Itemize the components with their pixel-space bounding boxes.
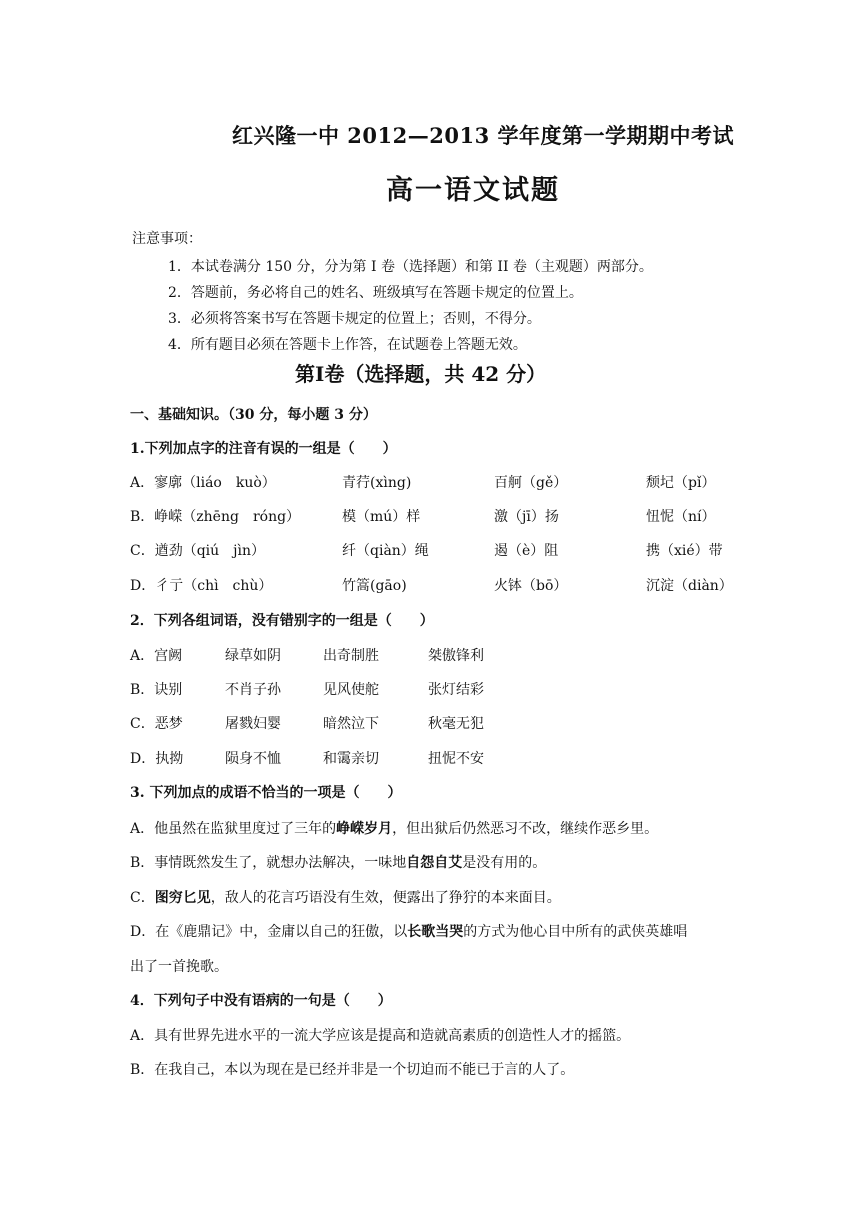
emphasized-idiom: 长歌当哭 <box>407 924 464 940</box>
question-3-stem: 3. 下列加点的成语不恰当的一项是（ ） <box>130 785 402 801</box>
option-text: ，敌人的花言巧语没有生效，便露出了狰狞的本来面目。 <box>210 890 561 906</box>
question-4-stem: 4．下列句子中没有语病的一句是（ ） <box>130 993 392 1009</box>
q1-option-cell: 百舸（gě） <box>494 475 568 491</box>
option-text: C． <box>130 890 155 906</box>
q2-option-row <box>130 679 750 701</box>
q1-option-cell: 模（mú）样 <box>342 509 421 525</box>
q1-option-cell: 沉淀（diàn） <box>646 578 733 594</box>
q4-option-b: B．在我自己，本以为现在是已经并非是一个切迫而不能已于言的人了。 <box>130 1062 575 1078</box>
q3-option-d-continuation: 出了一首挽歌。 <box>130 959 228 975</box>
option-text: ，但出狱后仍然恶习不改，继续作恶乡里。 <box>392 821 659 837</box>
note-item: 4．所有题目必须在答题卡上作答，在试题卷上答题无效。 <box>168 337 527 353</box>
emphasized-idiom: 自怨自艾 <box>406 855 463 871</box>
section-title: 第Ⅰ卷（选择题，共 42 分） <box>295 362 547 386</box>
q2-option-cell: 陨身不恤 <box>225 751 281 767</box>
q2-option-cell: 张灯结彩 <box>428 682 484 698</box>
note-item: 1．本试卷满分 150 分，分为第 I 卷（选择题）和第 II 卷（主观题）两部分。 <box>168 259 653 275</box>
school-title: 红兴隆一中 2012—2013 学年度第一学期期中考试 <box>232 123 735 148</box>
q2-option-cell: 绿草如阴 <box>225 648 281 664</box>
q1-option-cell: 青荇(xìng) <box>342 475 412 491</box>
note-item: 3．必须将答案书写在答题卡规定的位置上；否则，不得分。 <box>168 311 541 327</box>
option-text: B．事情既然发生了，就想办法解决，一味地 <box>130 855 407 871</box>
option-text: D．在《鹿鼎记》中，金庸以自己的狂傲，以 <box>130 924 408 940</box>
q2-option-cell: 桀傲锋利 <box>428 648 484 664</box>
q2-option-cell: 扭怩不安 <box>428 751 484 767</box>
q1-option-cell: B．峥嵘（zhēng róng） <box>130 509 301 525</box>
option-text: A．他虽然在监狱里度过了三年的 <box>130 821 337 837</box>
q2-option-row <box>130 713 750 735</box>
part-heading: 一、基础知识。（30 分，每小题 3 分） <box>130 407 377 423</box>
q1-option-row <box>130 540 750 562</box>
q1-option-cell: 激（jī）扬 <box>494 509 559 525</box>
q1-option-cell: 携（xié）带 <box>646 543 723 559</box>
q1-option-row <box>130 472 750 494</box>
q2-option-cell: 不肖子孙 <box>225 682 281 698</box>
q1-option-cell: 遏（è）阻 <box>494 543 559 559</box>
emphasized-idiom: 图穷匕见 <box>154 890 211 906</box>
q1-option-cell: D．彳亍（chì chù） <box>130 578 273 594</box>
question-2-stem: 2．下列各组词语，没有错别字的一组是（ ） <box>130 613 434 629</box>
emphasized-idiom: 峥嵘岁月 <box>336 821 393 837</box>
question-1-stem: 1.下列加点字的注音有误的一组是（ ） <box>130 441 397 457</box>
q1-option-cell: 纤（qiàn）绳 <box>342 543 429 559</box>
q2-option-cell: 屠戮妇婴 <box>225 716 281 732</box>
q2-option-cell: 暗然泣下 <box>323 716 379 732</box>
q1-option-cell: 竹篙(gāo) <box>342 578 407 594</box>
q2-option-cell: 秋毫无犯 <box>428 716 484 732</box>
q2-option-row <box>130 645 750 667</box>
q2-option-cell: 和霭亲切 <box>323 751 379 767</box>
q1-option-cell: 火钵（bō） <box>494 578 568 594</box>
q1-option-row <box>130 575 750 597</box>
notes-heading: 注意事项： <box>132 231 202 247</box>
q3-option-a <box>130 818 658 838</box>
q1-option-cell: 颓圮（pǐ） <box>646 475 716 491</box>
q1-option-cell: C．遒劲（qiú jìn） <box>130 543 266 559</box>
q4-option-a: A．具有世界先进水平的一流大学应该是提高和造就高素质的创造性人才的摇篮。 <box>130 1028 631 1044</box>
option-text: 是没有用的。 <box>462 855 547 871</box>
q1-option-cell: A．寥廓（liáo kuò） <box>130 475 276 491</box>
q2-option-cell: 出奇制胜 <box>323 648 379 664</box>
option-text: 的方式为他心目中所有的武侠英雄唱 <box>463 924 688 940</box>
q2-option-cell: B．诀别 <box>130 682 183 698</box>
q1-option-row <box>130 506 750 528</box>
note-item: 2．答题前，务必将自己的姓名、班级填写在答题卡规定的位置上。 <box>168 285 583 301</box>
q3-option-d <box>130 921 687 941</box>
q3-option-c <box>130 887 561 907</box>
q1-option-cell: 忸怩（ní） <box>646 509 716 525</box>
q2-option-cell: A．宫阙 <box>130 648 183 664</box>
q3-option-b <box>130 852 546 872</box>
exam-title: 高一语文试题 <box>386 175 560 206</box>
q2-option-row <box>130 748 750 770</box>
q2-option-cell: C．恶梦 <box>130 716 183 732</box>
q2-option-cell: D．执拗 <box>130 751 184 767</box>
q2-option-cell: 见风使舵 <box>323 682 379 698</box>
